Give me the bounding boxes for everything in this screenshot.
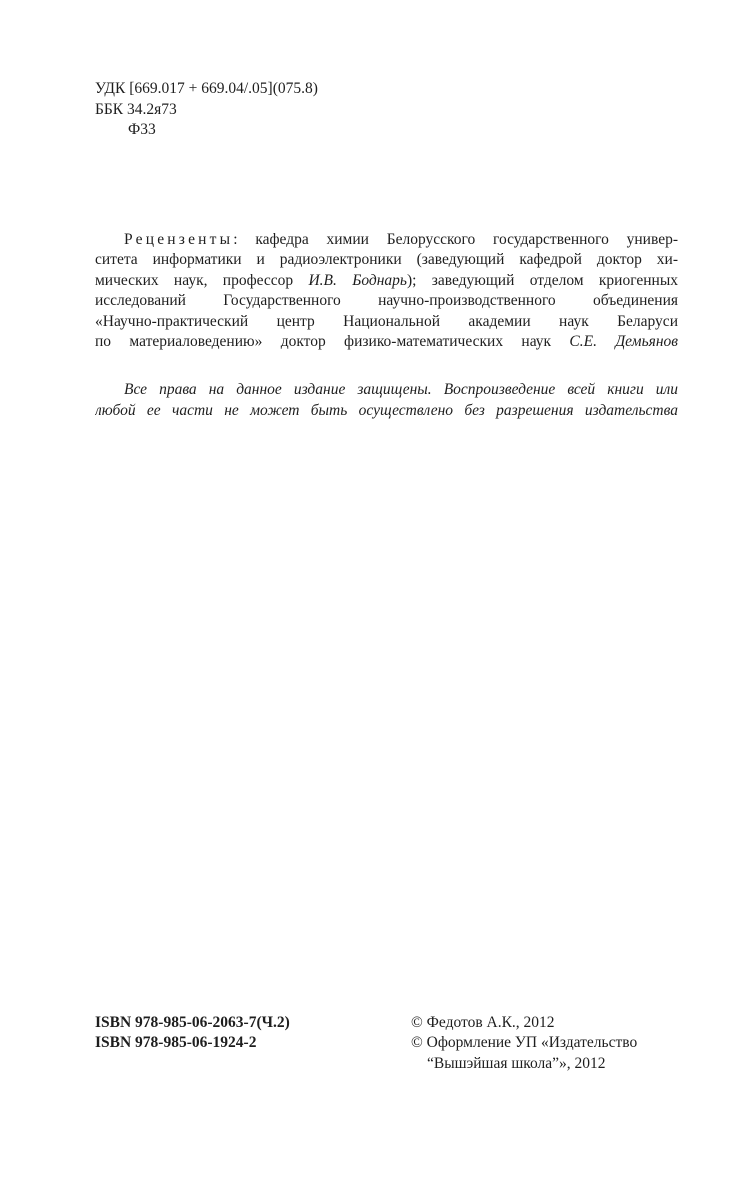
reviewer-2-name: С.Е. Демьянов — [569, 333, 678, 350]
udk-code: УДК [669.017 + 669.04/.05](075.8) — [95, 80, 318, 97]
reviewers-label: Рецензенты — [124, 231, 234, 248]
isbn-part-2: ISBN 978-985-06-2063-7(Ч.2) — [95, 1014, 290, 1031]
reviewers-line-1: Рецензенты: кафедра химии Белорусского государственного универ- — [124, 231, 678, 248]
reviewers-line-3: мических наук, профессор И.В. Боднарь); заведующий отделом криогенных — [95, 272, 678, 289]
bbk-code: ББК 34.2я73 — [95, 101, 177, 118]
copyright-author: © Федотов А.К., 2012 — [411, 1014, 555, 1031]
reviewers-line-5: «Научно-практический центр Национальной академии наук Беларуси — [95, 313, 678, 330]
reviewers-line-4: исследований Государственного научно-производственного объединения — [95, 292, 678, 309]
author-mark: Ф33 — [128, 121, 156, 138]
reviewers-line-2: ситета информатики и радиоэлектроники (заведующий кафедрой доктор хи- — [95, 251, 678, 268]
copyright-publisher: “Вышэйшая школа”», 2012 — [427, 1055, 606, 1072]
reviewer-1-name: И.В. Боднарь — [308, 272, 407, 289]
rights-line-2: любой ее части не может быть осуществлено без разрешения издательства — [95, 402, 678, 419]
copyright-design: © Оформление УП «Издательство — [411, 1034, 638, 1051]
isbn-set: ISBN 978-985-06-1924-2 — [95, 1034, 257, 1051]
reviewers-line-6: по материаловедению» доктор физико-математических наук С.Е. Демьянов — [95, 333, 678, 350]
rights-line-1: Все права на данное издание защищены. Воспроизведение всей книги или — [124, 381, 678, 398]
